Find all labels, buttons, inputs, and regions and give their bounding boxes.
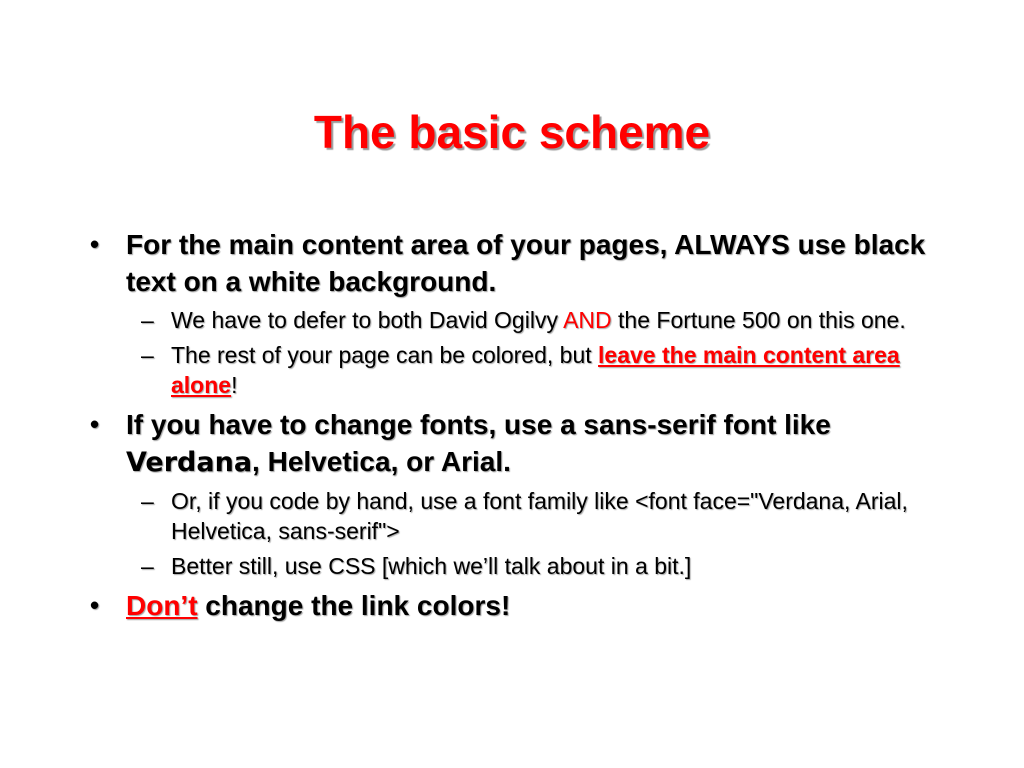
dash-icon: – — [141, 307, 154, 333]
subitem-text: We have to defer to both David Ogilvy — [171, 307, 564, 333]
bullet-icon: • — [90, 229, 100, 259]
highlight-and: AND — [563, 307, 612, 333]
slide-title: The basic scheme — [313, 106, 711, 158]
dash-icon: – — [141, 342, 154, 368]
dash-icon: – — [141, 553, 154, 579]
bullet-text-end: , Helvetica, or Arial. — [252, 446, 511, 477]
bullet-item-3 — [90, 587, 941, 624]
subitem-2-2 — [141, 551, 941, 581]
bullet-text-end: change the link colors! — [197, 590, 511, 621]
bullet-item-1 — [90, 226, 941, 300]
subitem-text: The rest of your page can be colored, but — [171, 342, 599, 368]
subitem-text: Better still, use CSS [which we’ll talk about in a bit.] — [171, 553, 692, 579]
dont-link[interactable]: Don’t — [126, 590, 198, 621]
verdana-font-sample: Verdana — [126, 447, 253, 478]
bullet-item-2 — [90, 406, 941, 481]
subitem-text: Or, if you code by hand, use a font family like <font face="Verdana, Arial, Helvetica, sans-serif"> — [171, 488, 908, 544]
bullet-text: For the main content area of your pages, ALWAYS use black text on a white background. — [126, 229, 926, 297]
bullet-icon: • — [90, 590, 100, 620]
slide-content — [0, 226, 1024, 624]
leave-main-content-link[interactable]: leave the main content area alone — [171, 342, 900, 398]
dash-icon: – — [141, 488, 154, 514]
subitem-2-1 — [141, 486, 941, 546]
bullet-text: If you have to change fonts, use a sans-serif font like — [126, 409, 831, 440]
subitem-1-1 — [141, 305, 941, 335]
subitem-text-end: the Fortune 500 on this one. — [611, 307, 906, 333]
subitem-1-2 — [141, 340, 941, 400]
bullet-icon: • — [90, 409, 100, 439]
subitem-text-end: ! — [231, 372, 238, 398]
